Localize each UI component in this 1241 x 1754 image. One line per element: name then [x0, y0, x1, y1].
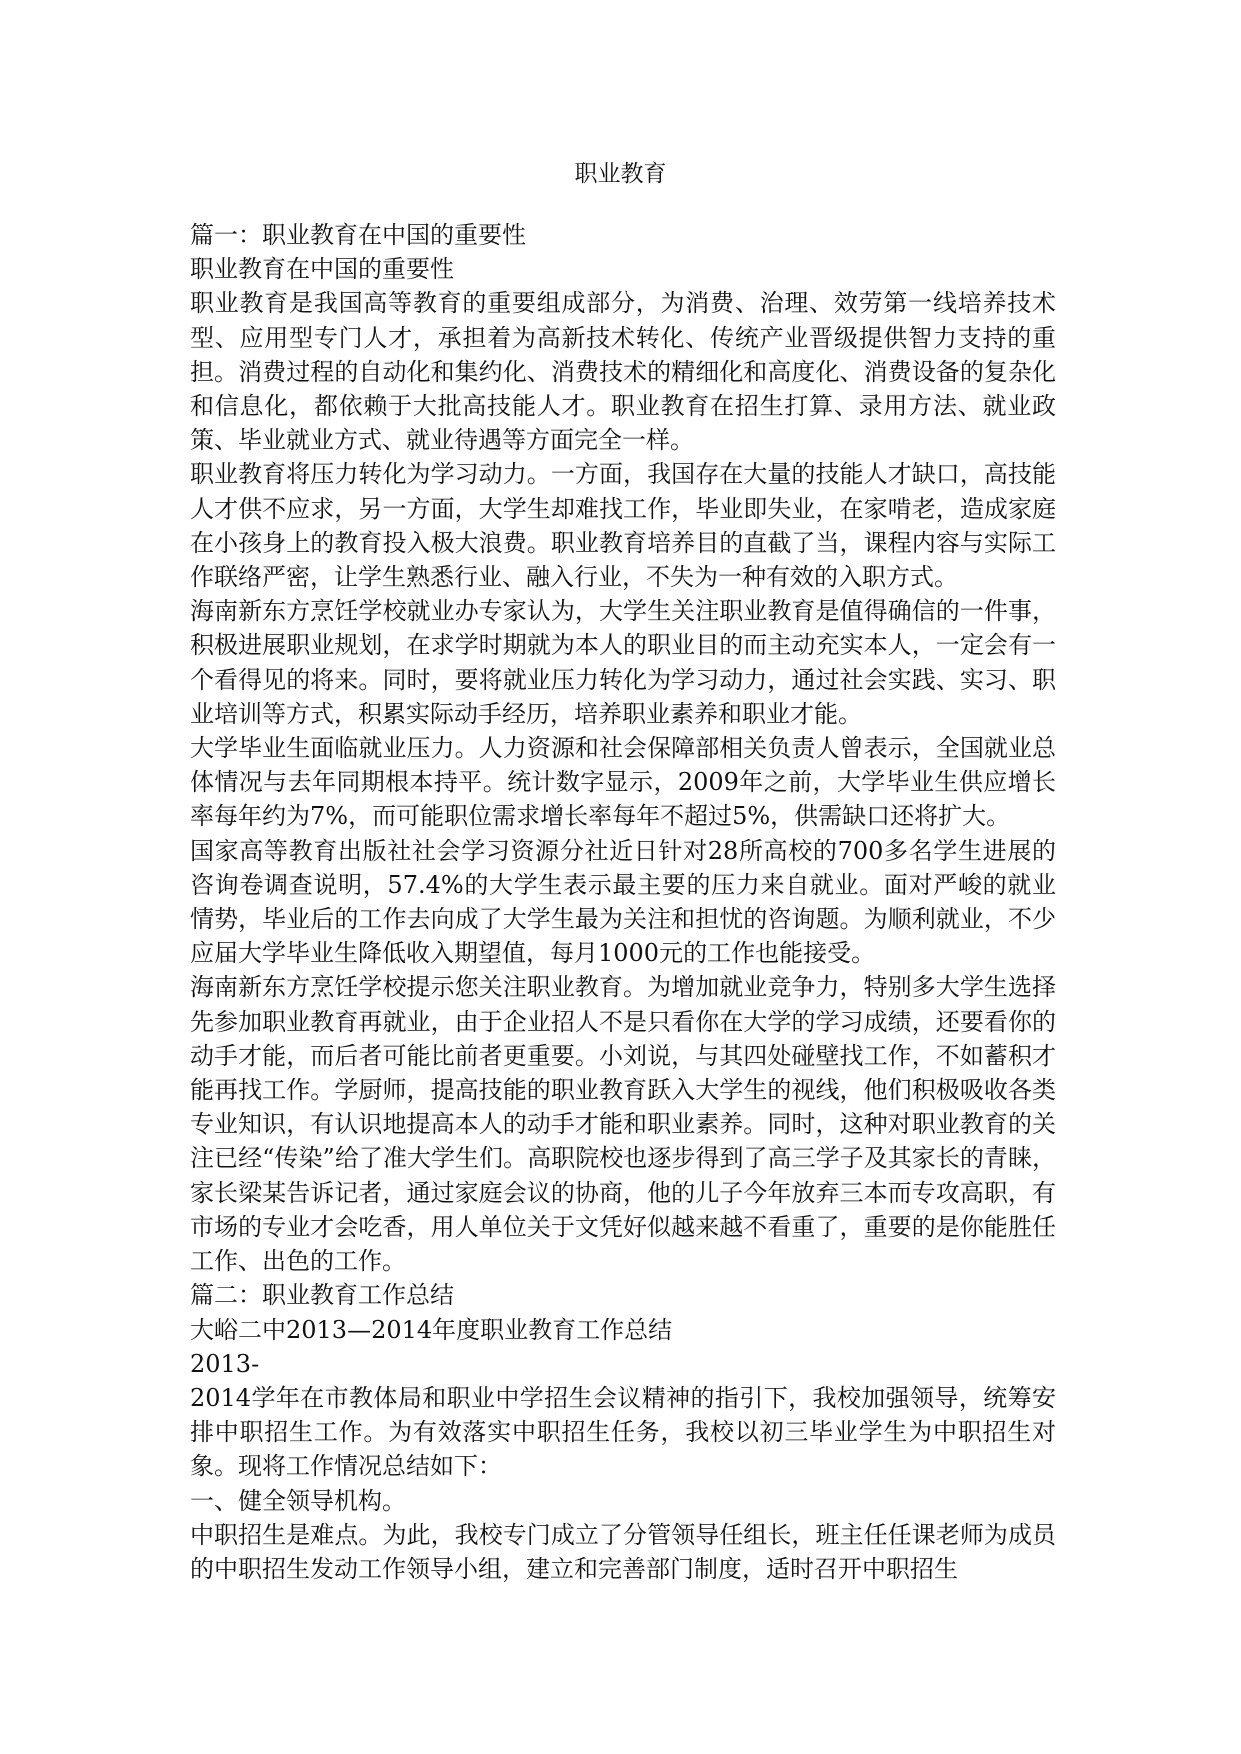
paragraph: 职业教育将压力转化为学习动力。一方面，我国存在大量的技能人才缺口，高技能人才供不应求，另一方面，大学生却难找工作，毕业即失业，在家啃老，造成家庭在小孩身上的教育投入极大浪费。职业教育培养目的直截了当，课程内容与实际工作联络严密，让学生熟悉行业、融入行业，不失为一种有效的入职方式。 — [190, 460, 1056, 592]
paragraph: 2014学年在市教体局和职业中学招生会议精神的指引下，我校加强领导，统筹安排中职招生工作。为有效落实中职招生任务，我校以初三毕业学生为中职招生对象。现将工作情况总结如下： — [190, 1383, 1056, 1481]
document-title: 职业教育 — [574, 161, 667, 187]
article-title-1: 职业教育在中国的重要性 — [190, 255, 454, 284]
section-heading-2: 篇二：职业教育工作总结 — [190, 1281, 454, 1310]
document-body — [190, 218, 1056, 1586]
article-title-2: 大峪二中2013—2014年度职业教育工作总结 — [190, 1315, 673, 1344]
paragraph: 海南新东方烹饪学校就业办专家认为，大学生关注职业教育是值得确信的一件事，积极进展职业规划，在求学时期就为本人的职业目的而主动充实本人，一定会有一个看得见的将来。同时，要将就业压力转化为学习动力，通过社会实践、实习、职业培训等方式，积累实际动手经历，培养职业素养和职业才能。 — [190, 597, 1056, 728]
paragraph: 海南新东方烹饪学校提示您关注职业教育。为增加就业竞争力，特别多大学生选择先参加职业教育再就业，由于企业招人不是只看你在大学的学习成绩，还要看你的动手才能，而后者可能比前者更重要。小刘说，与其四处碰壁找工作，不如蓄积才能再找工作。学厨师，提高技能的职业教育跃入大学生的视线，他们积极吸收各类专业知识，有认识地提高本人的动手才能和职业素养。同时，这种对职业教育的关注已经“传染”给了准大学生们。高职院校也逐步得到了高三学子及其家长的青睐，家长梁某告诉记者，通过家庭会议的协商，他的儿子今年放弃三本而专攻高职，有市场的专业才会吃香，用人单位关于文凭好似越来越不看重了，重要的是你能胜任工作、出色的工作。 — [190, 973, 1056, 1276]
paragraph: 中职招生是难点。为此，我校专门成立了分管领导任组长，班主任任课老师为成员的中职招生发动工作领导小组，建立和完善部门制度，适时召开中职招生 — [190, 1520, 1056, 1583]
paragraph: 职业教育是我国高等教育的重要组成部分，为消费、治理、效劳第一线培养技术型、应用型专门人才，承担着为高新技术转化、传统产业晋级提供智力支持的重担。消费过程的自动化和集约化、消费技术的精细化和高度化、消费设备的复杂化和信息化，都依赖于大批高技能人才。职业教育在招生打算、录用方法、就业政策、毕业就业方式、就业待遇等方面完全一样。 — [190, 289, 1056, 455]
subheading: 一、健全领导机构。 — [190, 1486, 406, 1515]
section-heading-1: 篇一：职业教育在中国的重要性 — [190, 221, 526, 249]
paragraph: 国家高等教育出版社社会学习资源分社近日针对28所高校的700多名学生进展的咨询卷调查说明，57.4%的大学生表示最主要的压力来自就业。面对严峻的就业情势，毕业后的工作去向成了大学生最为关注和担忧的咨询题。为顺利就业，不少应届大学毕业生降低收入期望值，每月1000元的工作也能接受。 — [190, 836, 1056, 968]
paragraph: 2013- — [190, 1349, 260, 1378]
paragraph: 大学毕业生面临就业压力。人力资源和社会保障部相关负责人曾表示，全国就业总体情况与去年同期根本持平。统计数字显示，2009年之前，大学毕业生供应增长率每年约为7%，而可能职位需求增长率每年不超过5%，供需缺口还将扩大。 — [190, 734, 1056, 831]
